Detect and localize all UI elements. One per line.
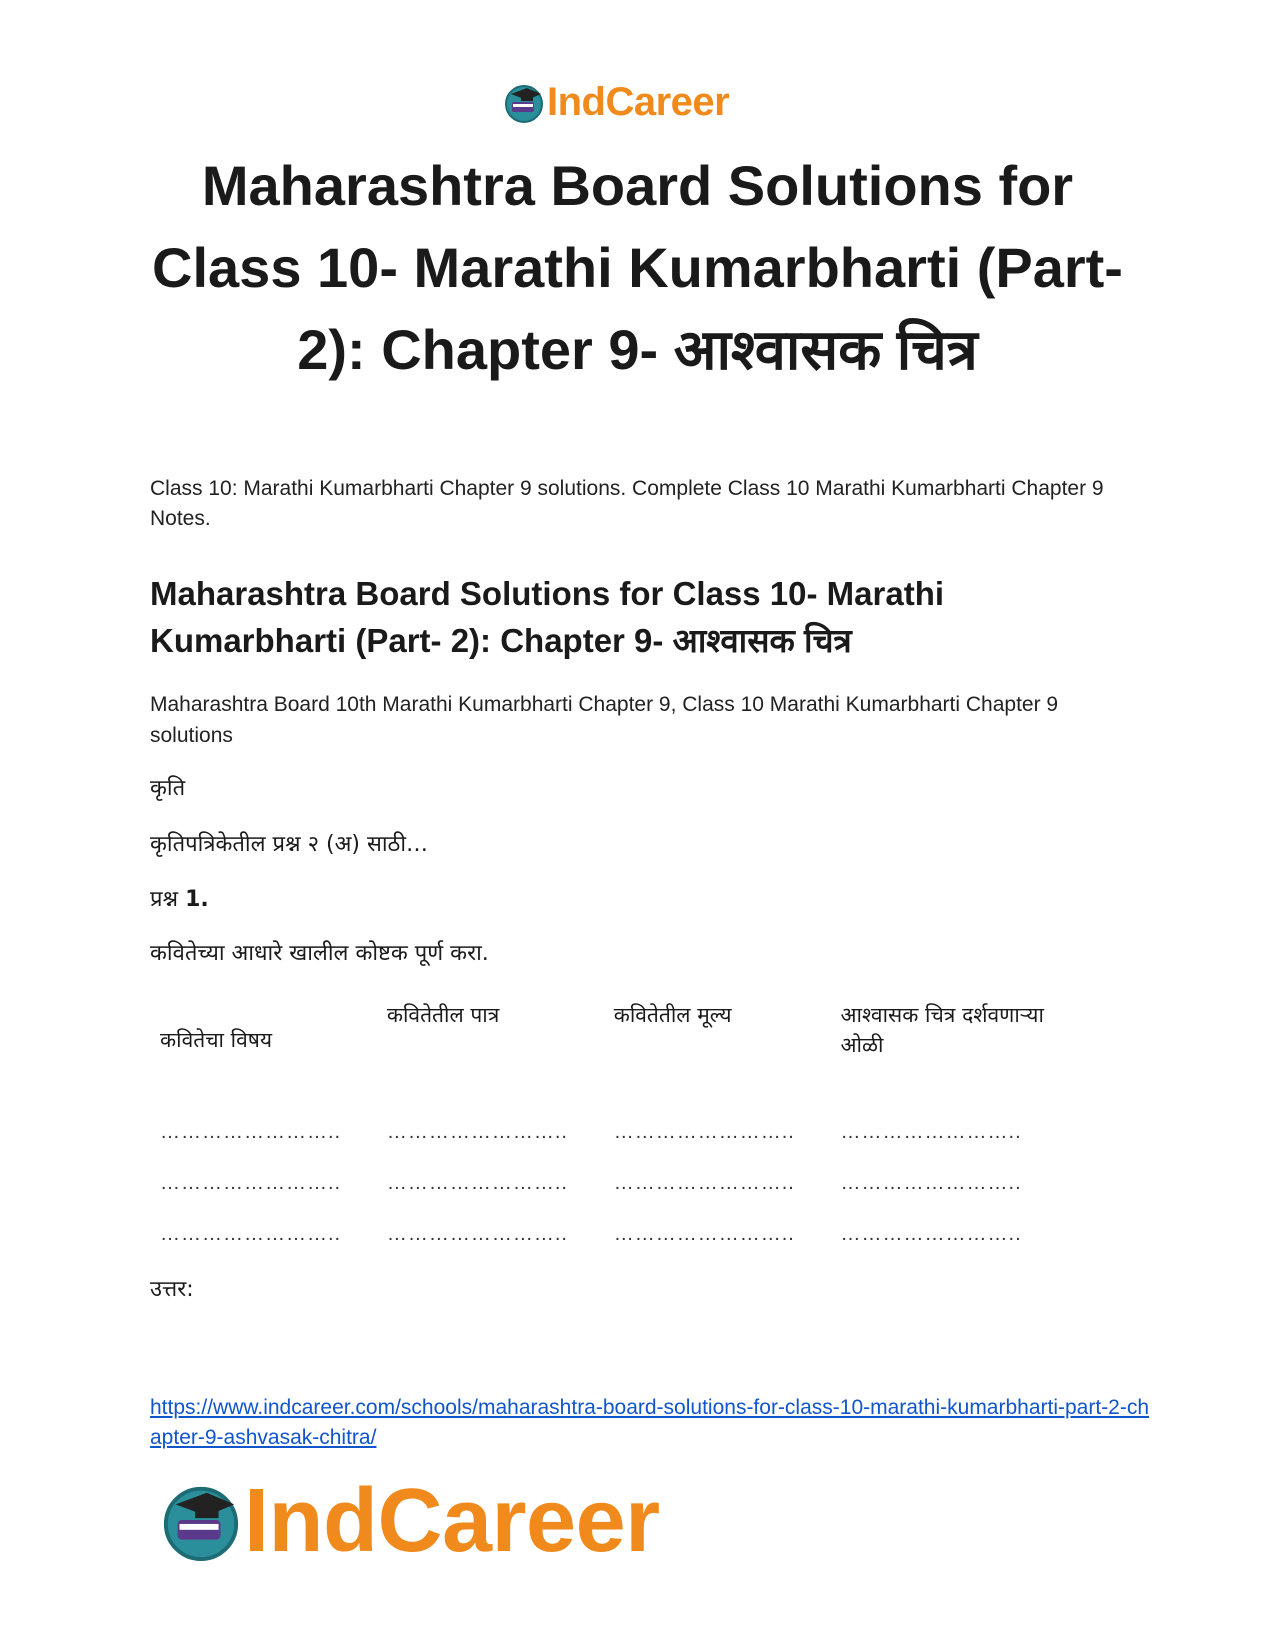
table-row	[150, 1195, 1090, 1246]
kruti-label: कृति	[150, 776, 186, 801]
table-cell: ……………………..	[613, 1172, 795, 1194]
question-word: प्रश्न	[150, 887, 179, 912]
answer-label: उत्तर:	[150, 1277, 194, 1302]
question-number: 1.	[185, 887, 209, 912]
kruti-prashna-label: कृतिपत्रिकेतील प्रश्न २ (अ) साठी…	[150, 832, 429, 857]
instruction-text: कवितेच्या आधारे खालील कोष्टक पूर्ण करा.	[150, 941, 489, 966]
table-header-cell: आश्वासक चित्र दर्शवणाऱ्या ओळी	[840, 1003, 1044, 1057]
table-cell: ……………………..	[160, 1172, 342, 1194]
table-cell: ……………………..	[840, 1172, 1022, 1194]
table-cell: ……………………..	[160, 1223, 342, 1245]
source-link[interactable]: https://www.indcareer.com/schools/maharashtra-board-solutions-for-class-10-marathi-kumarbharti-part-2-chapter-9-ashvasak-chitra/	[150, 1396, 1150, 1449]
table-cell: ……………………..	[386, 1172, 568, 1194]
footer-logo	[160, 1470, 660, 1573]
brand-wordmark: IndCareer	[244, 1471, 660, 1571]
intro-paragraph: Class 10: Marathi Kumarbharti Chapter 9 solutions. Complete Class 10 Marathi Kumarbharti Chapter 9 Notes.	[150, 477, 1104, 530]
graduation-book-globe-icon	[503, 82, 545, 124]
table-cell: ……………………..	[386, 1223, 568, 1245]
brand-wordmark: IndCareer	[547, 80, 730, 124]
table-header-cell: कवितेतील मूल्य	[613, 1003, 732, 1027]
table-header-row	[150, 1000, 1090, 1080]
title-line: Maharashtra Board Solutions for	[201, 154, 1074, 217]
description-paragraph: Maharashtra Board 10th Marathi Kumarbharti Chapter 9, Class 10 Marathi Kumarbharti Chapter 9 solutions	[150, 693, 1059, 747]
question-label	[150, 883, 209, 913]
table-header-cell: कवितेचा विषय	[160, 1028, 273, 1052]
title-line: 2): Chapter 9- आश्वासक चित्र	[297, 318, 978, 381]
table-row	[150, 1144, 1090, 1195]
fill-in-table	[150, 1000, 1090, 1246]
table-cell: ……………………..	[613, 1223, 795, 1245]
graduation-book-globe-icon	[160, 1481, 242, 1563]
header-logo	[503, 80, 729, 125]
table-header-cell: कवितेतील पात्र	[386, 1003, 500, 1027]
page-title	[120, 145, 1155, 391]
table-cell: ……………………..	[160, 1121, 342, 1143]
table-row	[150, 1080, 1090, 1144]
title-line: Class 10- Marathi Kumarbharti (Part-	[152, 236, 1123, 299]
table-cell: ……………………..	[386, 1121, 568, 1143]
table-cell: ……………………..	[840, 1121, 1022, 1143]
table-cell: ……………………..	[840, 1223, 1022, 1245]
section-heading: Maharashtra Board Solutions for Class 10- Marathi Kumarbharti (Part- 2): Chapter 9- आश्वासक चित्र	[150, 575, 945, 659]
table-cell: ……………………..	[613, 1121, 795, 1143]
